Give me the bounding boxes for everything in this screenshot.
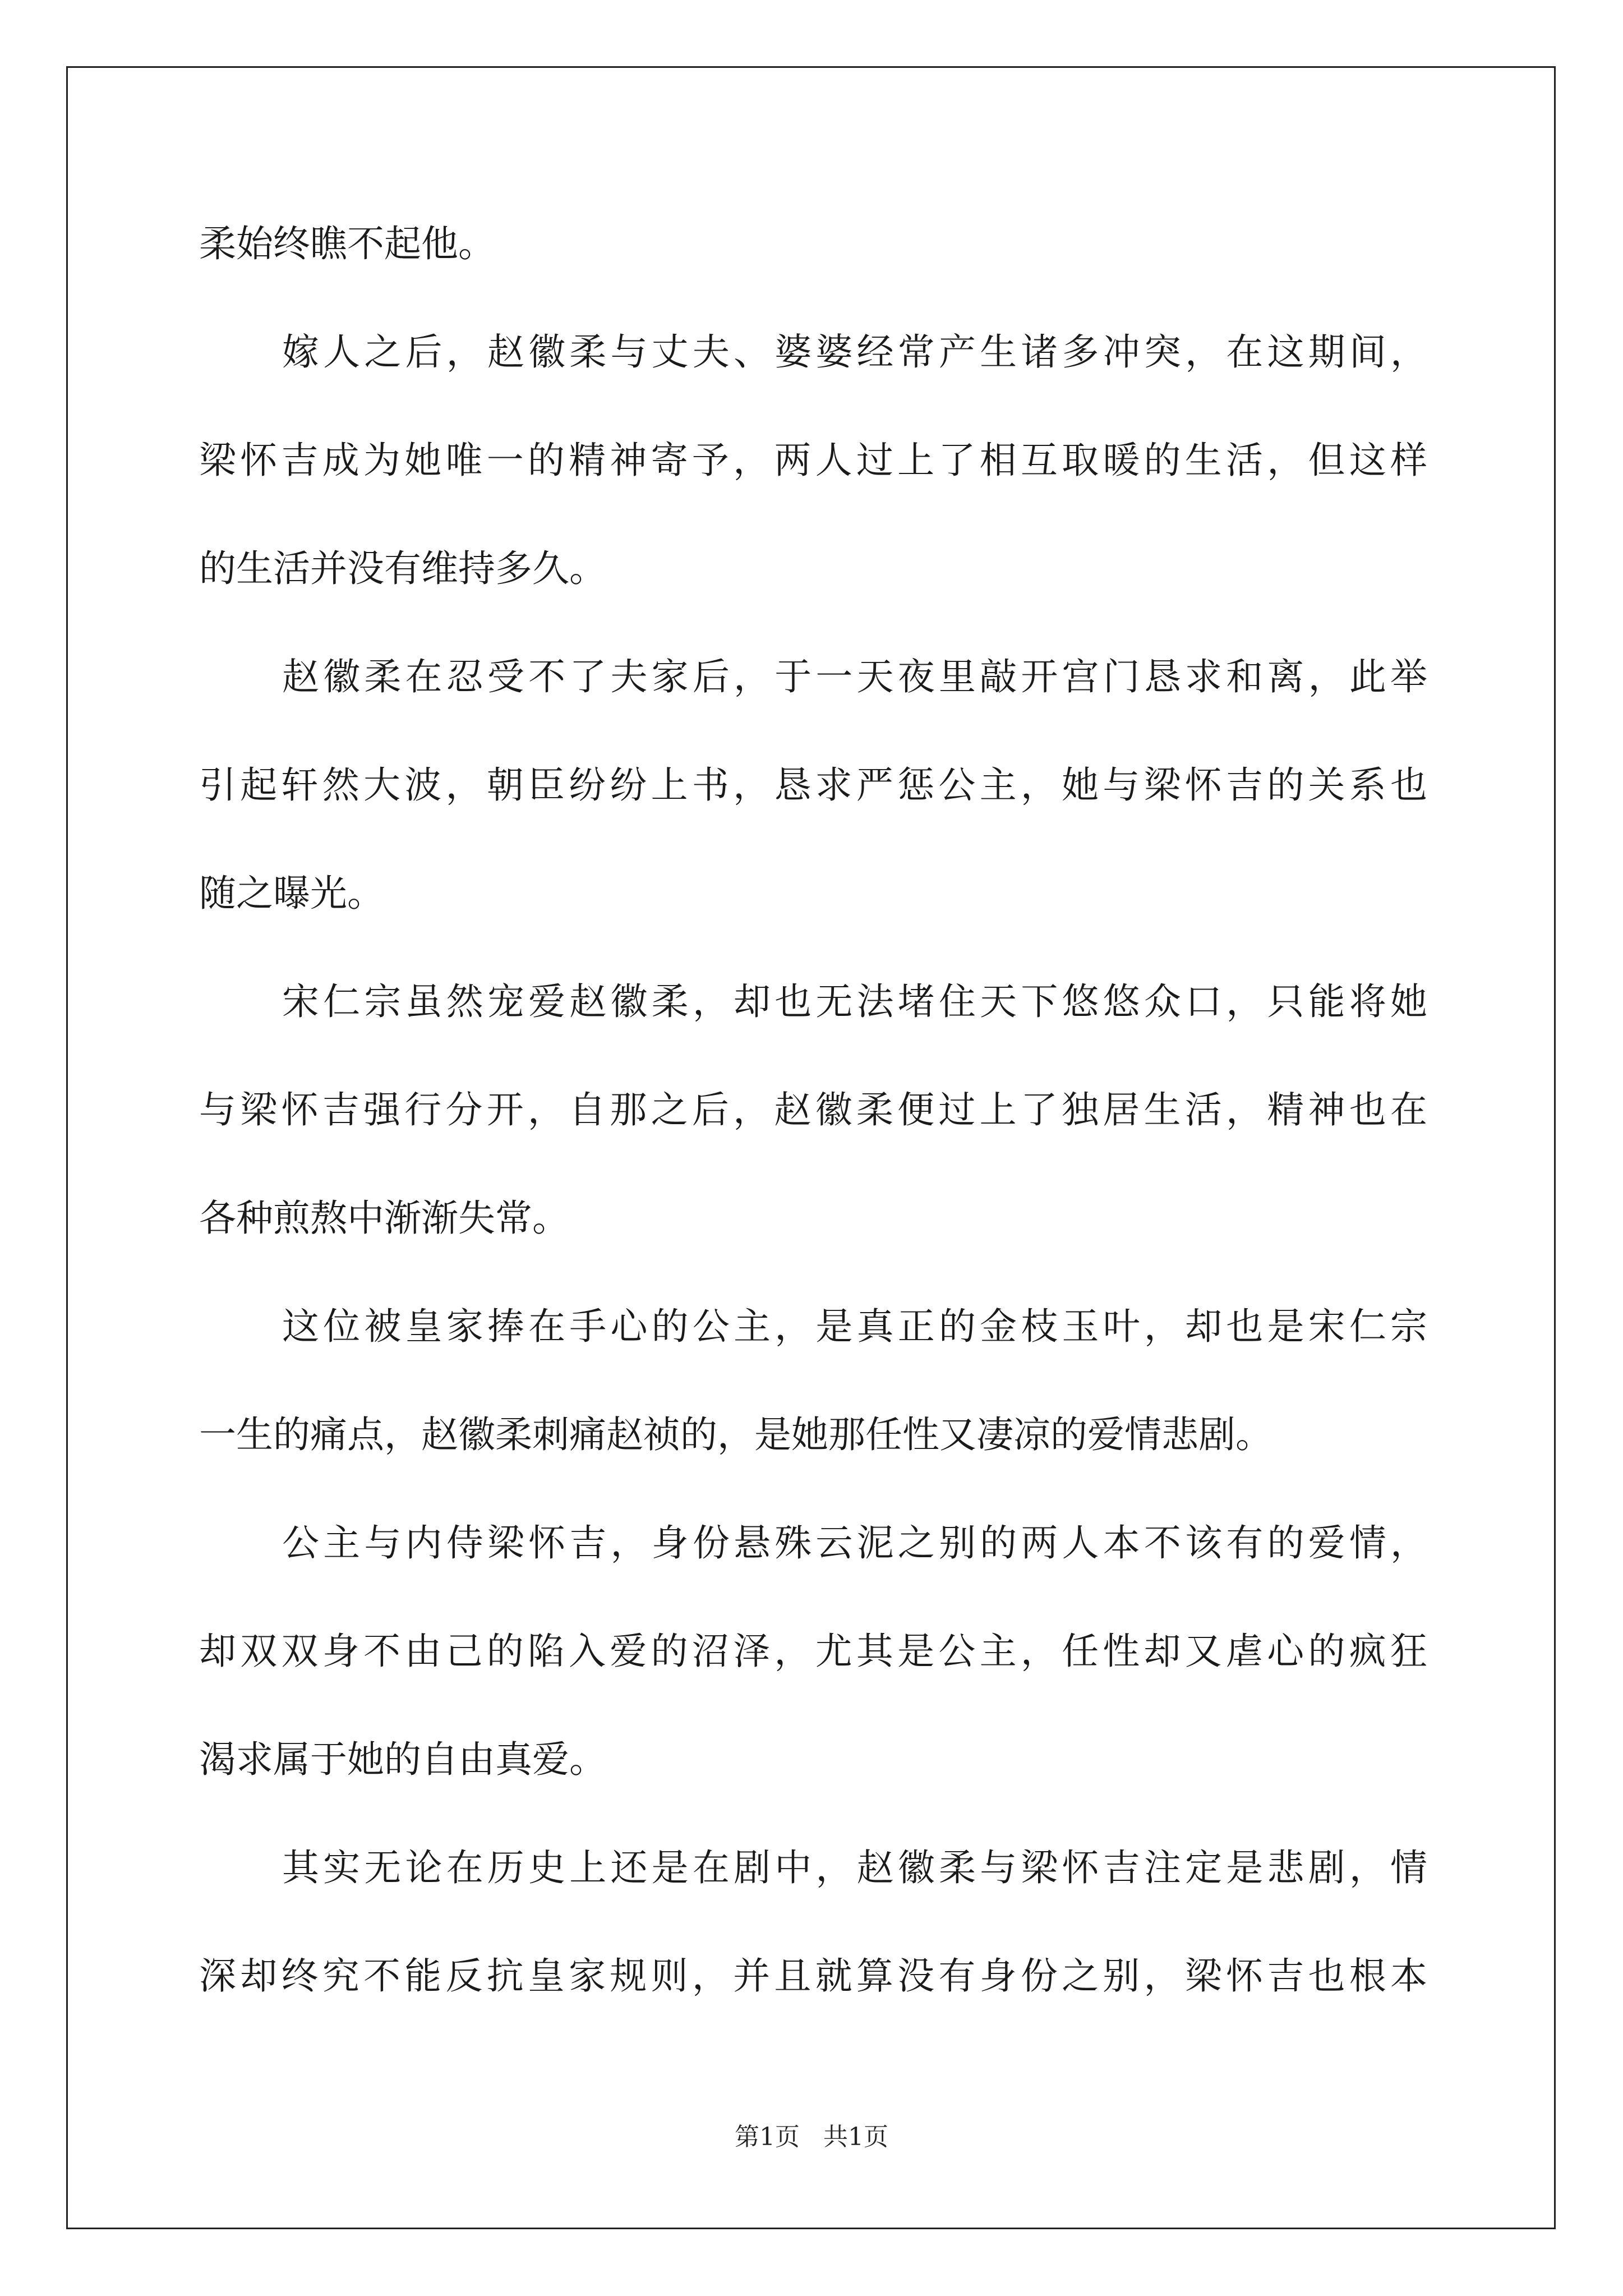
paragraph-first-line: 这位被皇家捧在手心的公主，是真正的金枝玉叶，却也是宋仁宗 xyxy=(282,1305,1427,1348)
text-line: 各种煎熬中渐渐失常。 xyxy=(199,1197,569,1240)
page-number: 第1页 xyxy=(735,2123,800,2151)
paragraph-first-line: 宋仁宗虽然宠爱赵徽柔，却也无法堵住天下悠悠众口，只能将她 xyxy=(282,980,1427,1023)
page-border xyxy=(66,66,1556,2229)
text-line: 与梁怀吉强行分开，自那之后，赵徽柔便过上了独居生活，精神也在 xyxy=(199,1088,1427,1131)
text-line: 的生活并没有维持多久。 xyxy=(199,547,606,590)
paragraph-first-line: 其实无论在历史上还是在剧中，赵徽柔与梁怀吉注定是悲剧，情 xyxy=(282,1846,1427,1889)
text-line: 引起轩然大波，朝臣纷纷上书，恳求严惩公主，她与梁怀吉的关系也 xyxy=(199,763,1427,807)
page-total: 共1页 xyxy=(823,2123,888,2151)
page-footer xyxy=(0,2120,1623,2154)
text-line: 梁怀吉成为她唯一的精神寄予，两人过上了相互取暖的生活，但这样 xyxy=(199,439,1427,482)
text-line: 却双双身不由己的陷入爱的沼泽，尤其是公主，任性却又虐心的疯狂 xyxy=(199,1630,1427,1673)
text-line: 柔始终瞧不起他。 xyxy=(199,222,495,265)
text-line: 渴求属于她的自由真爱。 xyxy=(199,1738,606,1781)
text-line: 一生的痛点，赵徽柔刺痛赵祯的，是她那任性又凄凉的爱情悲剧。 xyxy=(199,1413,1272,1456)
paragraph-first-line: 赵徽柔在忍受不了夫家后，于一天夜里敲开宫门恳求和离，此举 xyxy=(282,655,1427,698)
paragraph-first-line: 嫁人之后，赵徽柔与丈夫、婆婆经常产生诸多冲突，在这期间， xyxy=(282,330,1427,374)
text-line: 随之曝光。 xyxy=(199,872,384,915)
paragraph-first-line: 公主与内侍梁怀吉，身份悬殊云泥之别的两人本不该有的爱情， xyxy=(282,1521,1427,1565)
text-line: 深却终究不能反抗皇家规则，并且就算没有身份之别，梁怀吉也根本 xyxy=(199,1954,1427,1998)
